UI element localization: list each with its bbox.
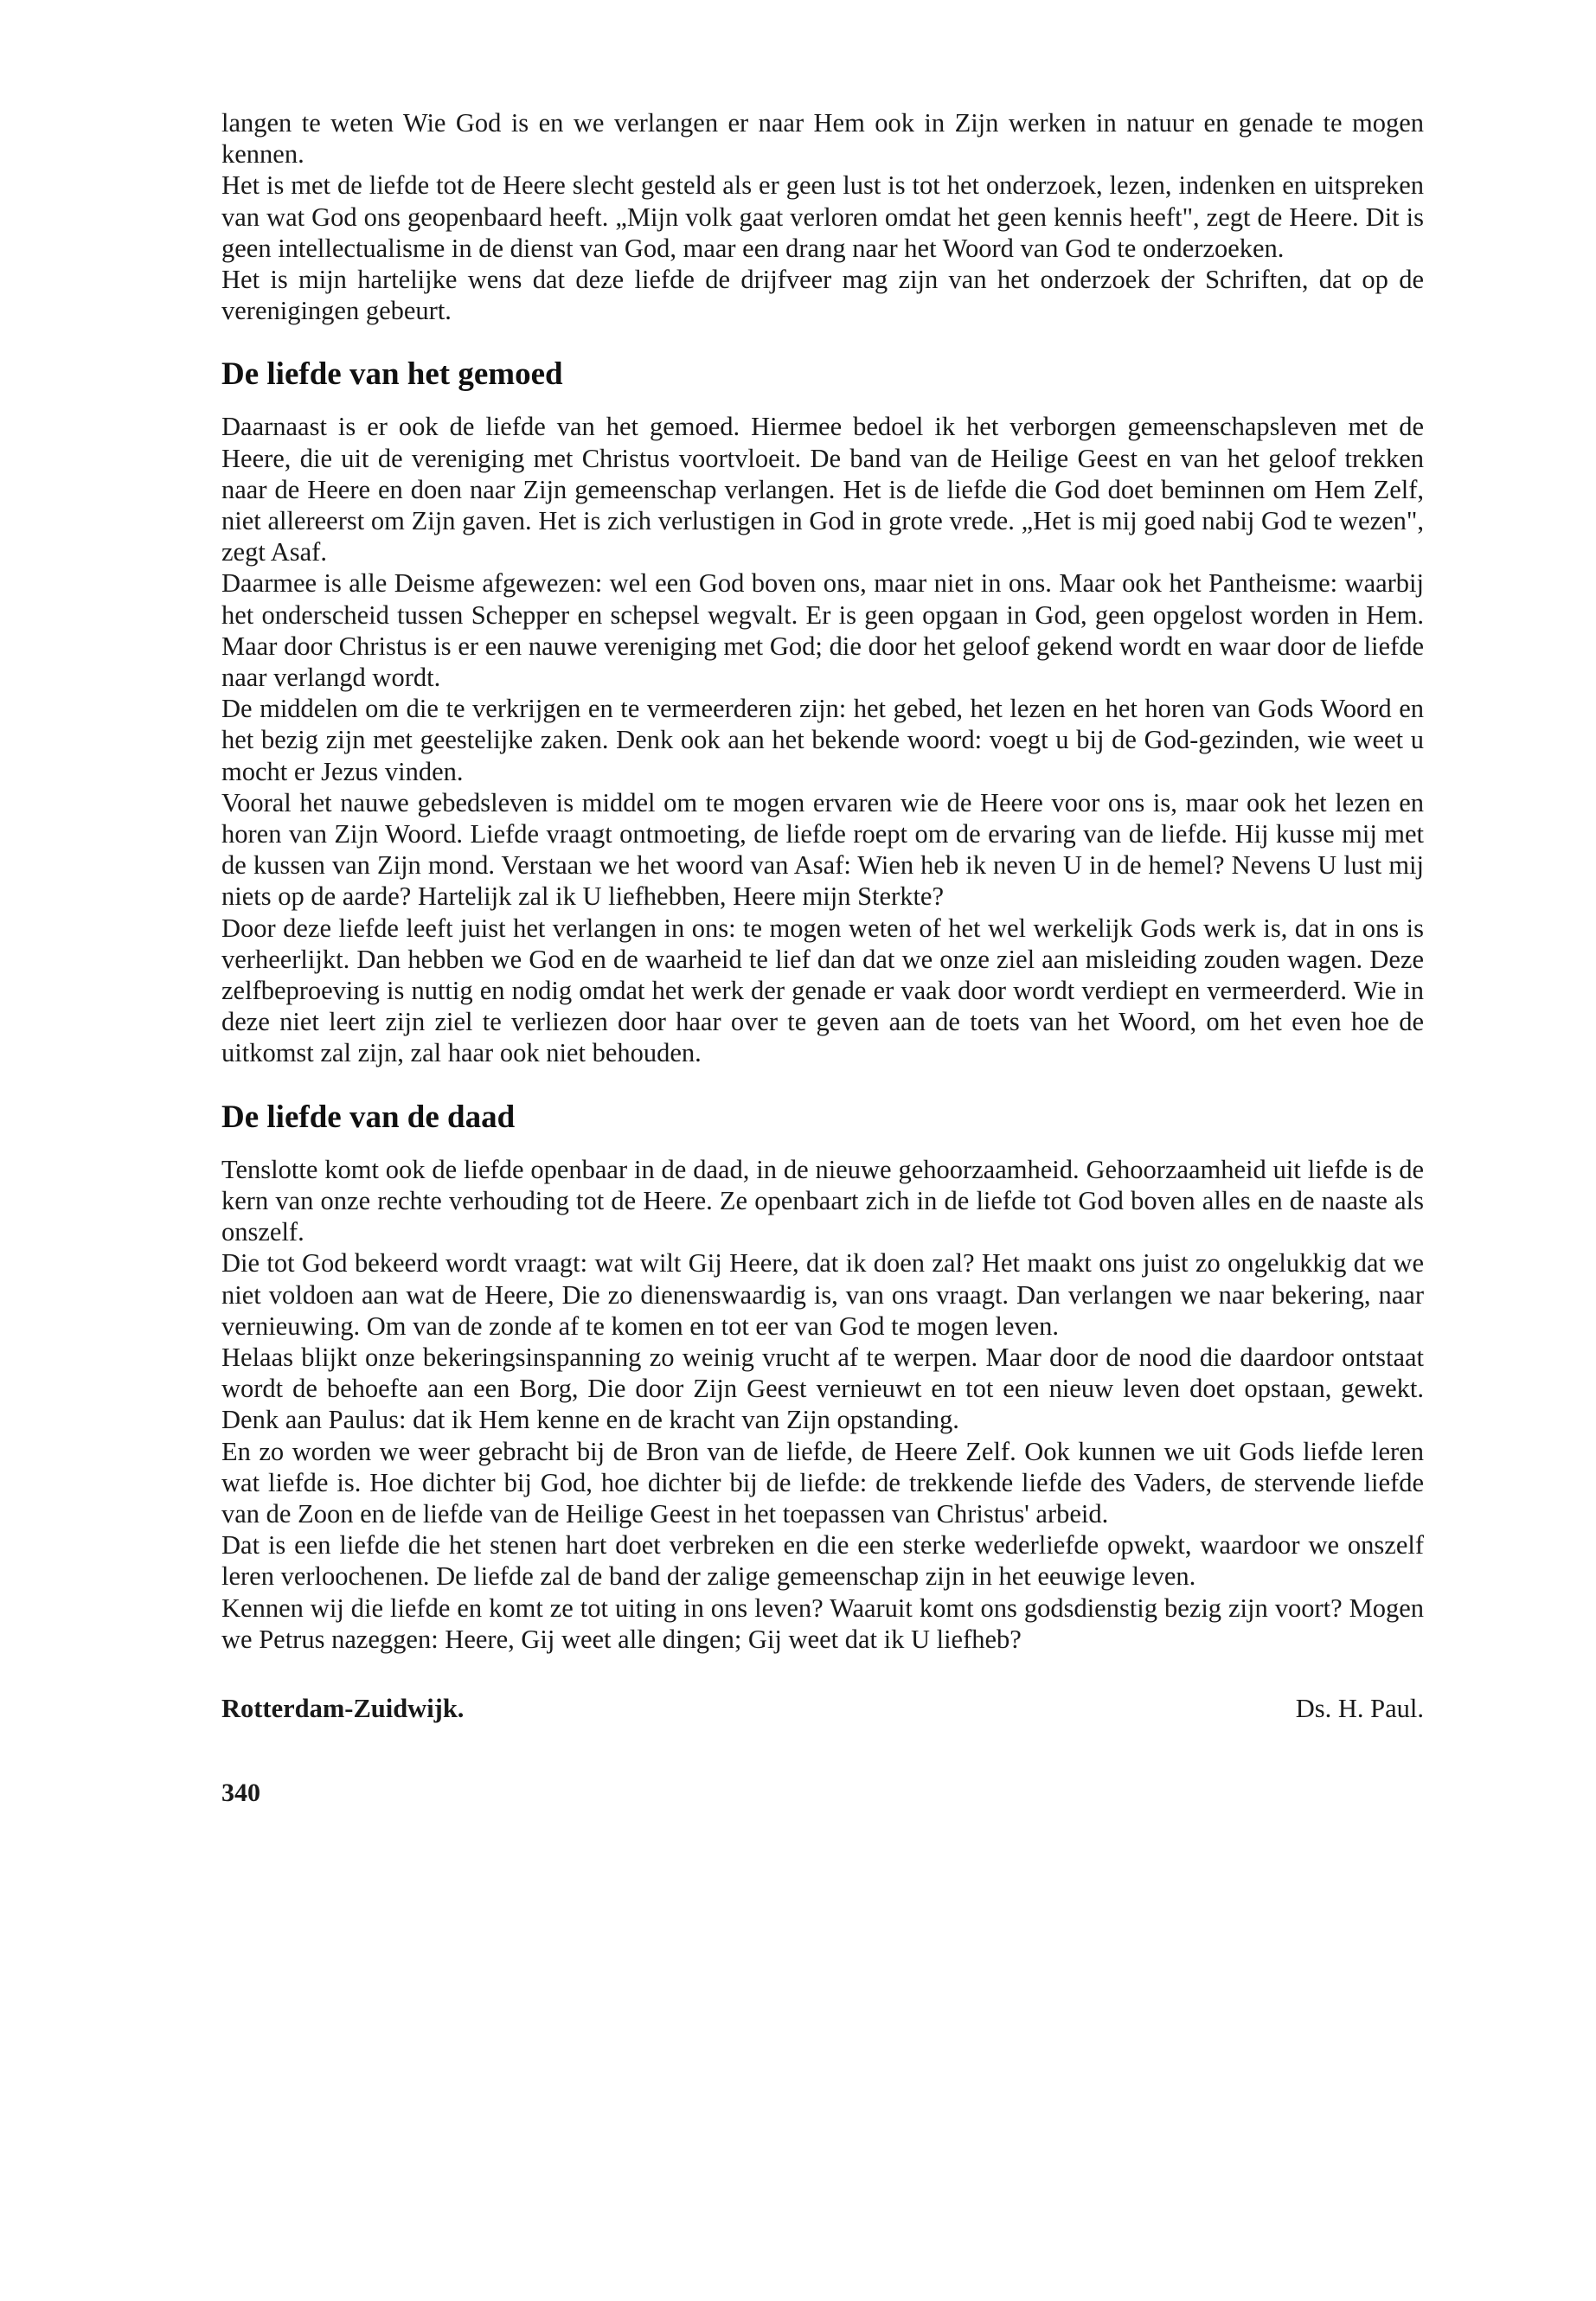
signature-author: Ds. H. Paul. bbox=[1295, 1693, 1424, 1723]
article-page bbox=[221, 107, 1424, 1809]
gemoed-paragraph-3: De middelen om die te verkrijgen en te vermeerderen zijn: het gebed, het lezen en het horen van Gods Woord en het bezig zijn met geestelijke zaken. Denk ook aan het bekende woord: voegt u bij de God-gezinden, wie weet u mocht er Jezus vinden. bbox=[221, 694, 1424, 786]
intro-paragraph-3: Het is mijn hartelijke wens dat deze liefde de drijfveer mag zijn van het onderzoek der Schriften, dat op de verenigingen gebeurt. bbox=[221, 265, 1424, 326]
daad-paragraph-4: En zo worden we weer gebracht bij de Bron van de liefde, de Heere Zelf. Ook kunnen we uit Gods liefde leren wat liefde is. Hoe dichter bij God, hoe dichter bij de liefde: de trekkende liefde des Vaders, de stervende liefde van de Zoon en de liefde van de Heilige Geest in het toepassen van Christus' arbeid. bbox=[221, 1436, 1424, 1529]
section-liefde-van-het-gemoed bbox=[221, 356, 1424, 1068]
daad-paragraph-5: Dat is een liefde die het stenen hart doet verbreken en die een sterke wederliefde opwekt, waardoor we onszelf leren verloochenen. De liefde zal de band der zalige gemeenschap zijn in het eeuwige leven. bbox=[221, 1530, 1424, 1592]
daad-paragraph-2: Die tot God bekeerd wordt vraagt: wat wilt Gij Heere, dat ik doen zal? Het maakt ons juist zo ongelukkig dat we niet voldoen aan wat de Heere, Die zo dienenswaardig is, van ons vraagt. Dan verlangen we naar bekering, naar vernieuwing. Om van de zonde af te komen en tot eer van God te mogen leven. bbox=[221, 1248, 1424, 1341]
intro-paragraph-2: Het is met de liefde tot de Heere slecht gesteld als er geen lust is tot het onderzoek, lezen, indenken en uitspreken van wat God ons geopenbaard heeft. „Mijn volk gaat verloren omdat het geen kennis heeft", zegt de Heere. Dit is geen intellectualisme in de dienst van God, maar een drang naar het Woord van God te onderzoeken. bbox=[221, 170, 1424, 263]
signature-line bbox=[221, 1693, 1424, 1724]
page-number: 340 bbox=[221, 1778, 260, 1807]
section-heading-gemoed: De liefde van het gemoed bbox=[221, 356, 563, 393]
daad-paragraph-6: Kennen wij die liefde en komt ze tot uiting in ons leven? Waaruit komt ons godsdienstig bezig zijn voort? Mogen we Petrus nazeggen: Heere, Gij weet alle dingen; Gij weet dat ik U liefheb? bbox=[221, 1593, 1424, 1654]
daad-paragraph-1: Tenslotte komt ook de liefde openbaar in de daad, in de nieuwe gehoorzaamheid. Gehoorzaamheid uit liefde is de kern van onze rechte verhouding tot de Heere. Ze openbaart zich in de liefde tot God boven alles en de naaste als onszelf. bbox=[221, 1154, 1424, 1247]
gemoed-paragraph-4: Vooral het nauwe gebedsleven is middel om te mogen ervaren wie de Heere voor ons is, maar ook het lezen en horen van Zijn Woord. Liefde vraagt ontmoeting, de liefde roept om de ervaring van de liefde. Hij kusse mij met de kussen van Zijn mond. Verstaan we het woord van Asaf: Wien heb ik neven U in de hemel? Nevens U lust mij niets op de aarde? Hartelijk zal ik U liefhebben, Heere mijn Sterkte? bbox=[221, 787, 1424, 912]
section-liefde-van-de-daad bbox=[221, 1099, 1424, 1655]
intro-paragraph-1: langen te weten Wie God is en we verlangen er naar Hem ook in Zijn werken in natuur en genade te mogen kennen. bbox=[221, 108, 1424, 170]
intro-section bbox=[221, 107, 1424, 326]
gemoed-paragraph-2: Daarmee is alle Deisme afgewezen: wel een God boven ons, maar niet in ons. Maar ook het Pantheisme: waarbij het onderscheid tussen Schepper en schepsel wegvalt. Er is geen opgaan in God, geen opgelost worden in Hem. Maar door Christus is er een nauwe vereniging met God; die door het geloof gekend wordt en waar door de liefde naar verlangd wordt. bbox=[221, 568, 1424, 693]
section-heading-daad: De liefde van de daad bbox=[221, 1099, 516, 1135]
gemoed-paragraph-5: Door deze liefde leeft juist het verlangen in ons: te mogen weten of het wel werkelijk Gods werk is, dat in ons is verheerlijkt. Dan hebben we God en de waarheid te lief dan dat we onze ziel aan misleiding zouden wagen. Deze zelfbeproeving is nuttig en nodig omdat het werk der genade er vaak door wordt verdiept en vermeerderd. Wie in deze niet leert zijn ziel te verliezen door haar over te geven aan de toets van het Woord, om het even hoe de uitkomst zal zijn, zal haar ook niet behouden. bbox=[221, 913, 1424, 1068]
daad-paragraph-3: Helaas blijkt onze bekeringsinspanning zo weinig vrucht af te werpen. Maar door de nood die daardoor ontstaat wordt de behoefte aan een Borg, Die door Zijn Geest vernieuwt en tot een nieuw leven doet opstaan, gewekt. Denk aan Paulus: dat ik Hem kenne en de kracht van Zijn opstanding. bbox=[221, 1342, 1424, 1435]
gemoed-paragraph-1: Daarnaast is er ook de liefde van het gemoed. Hiermee bedoel ik het verborgen gemeenschapsleven met de Heere, die uit de vereniging met Christus voortvloeit. De band van de Heilige Geest en van het geloof trekken naar de Heere en doen naar Zijn gemeenschap verlangen. Het is de liefde die God doet beminnen om Hem Zelf, niet allereerst om Zijn gaven. Het is zich verlustigen in God in grote vrede. „Het is mij goed nabij God te wezen", zegt Asaf. bbox=[221, 412, 1424, 567]
signature-place: Rotterdam-Zuidwijk. bbox=[221, 1693, 465, 1723]
